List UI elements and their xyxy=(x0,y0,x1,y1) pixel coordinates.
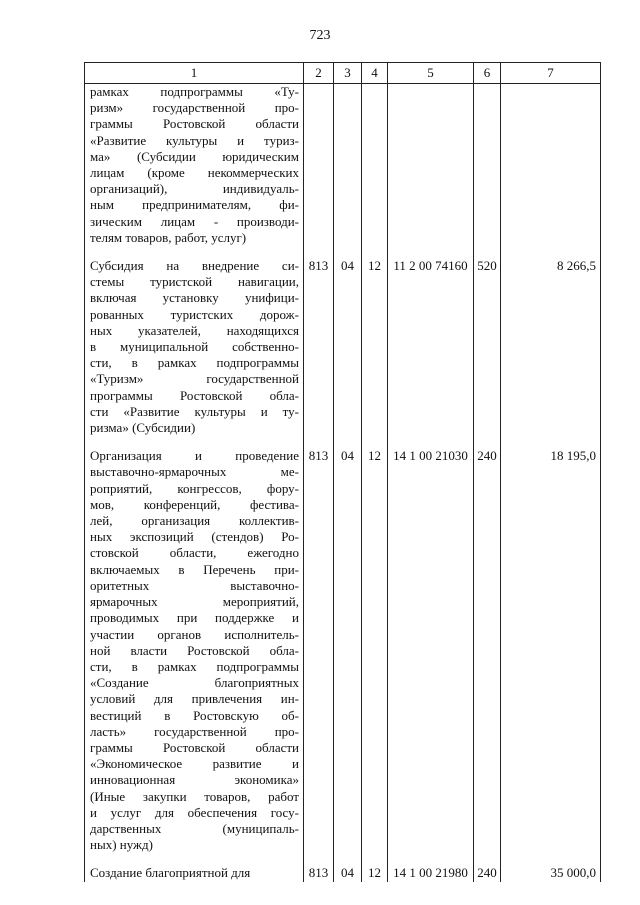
description-line: инновационная экономика» xyxy=(90,772,299,788)
amount: 35 000,0 xyxy=(501,865,601,881)
description-line: ярмарочных мероприятий, xyxy=(90,594,299,610)
description-line: и услуг для обеспечения госу- xyxy=(90,804,299,820)
spacer-cell xyxy=(501,246,601,258)
section-code: 04 xyxy=(334,865,362,881)
description-line: ма» (Субсидии юридическим xyxy=(90,148,299,164)
section-code: 04 xyxy=(334,448,362,853)
description-line: участии органов исполнитель- xyxy=(90,626,299,642)
target-article-code: 11 2 00 74160 xyxy=(388,258,474,436)
description-line: сти, в рамках подпрограммы xyxy=(90,658,299,674)
description-cell xyxy=(85,865,304,881)
description-line: сти, в рамках подпрограммы xyxy=(90,355,299,371)
description-line: мов, конференций, фестива- xyxy=(90,496,299,512)
description-cell xyxy=(85,448,304,853)
row-spacer xyxy=(85,246,601,258)
description-line: (Иные закупки товаров, работ xyxy=(90,788,299,804)
spacer-cell xyxy=(85,246,304,258)
ministry-code: 813 xyxy=(304,448,334,853)
description-line: программы Ростовской обла- xyxy=(90,387,299,403)
description-line: ласть» государственной про- xyxy=(90,723,299,739)
spacer-cell xyxy=(362,853,388,865)
ministry-code: 813 xyxy=(304,865,334,881)
budget-table xyxy=(84,62,601,882)
spacer-cell xyxy=(362,246,388,258)
target-article-code: 14 1 00 21980 xyxy=(388,865,474,881)
description-line: ризм» государственной про- xyxy=(90,100,299,116)
description-line: оритетных выставочно- xyxy=(90,577,299,593)
description-line: граммы Ростовской области xyxy=(90,116,299,132)
description-line: вестиций в Ростовскую об- xyxy=(90,707,299,723)
description-line: роприятий, конгрессов, фору- xyxy=(90,480,299,496)
column-header: 2 xyxy=(304,63,334,84)
spacer-cell xyxy=(304,853,334,865)
spacer-cell xyxy=(85,436,304,448)
description-line: дарственных (муниципаль- xyxy=(90,820,299,836)
description-line: в муниципальной собственно- xyxy=(90,339,299,355)
description-line: «Развитие культуры и туриз- xyxy=(90,132,299,148)
table-row xyxy=(85,448,601,853)
description-line: стовской области, ежегодно xyxy=(90,545,299,561)
spacer-cell xyxy=(85,853,304,865)
table-row xyxy=(85,84,601,247)
description-line: рованных туристских дорож- xyxy=(90,306,299,322)
column-header: 7 xyxy=(501,63,601,84)
header-row xyxy=(85,63,601,84)
column-header: 6 xyxy=(474,63,501,84)
expense-type-code: 240 xyxy=(474,865,501,881)
description-line: включаемых в Перечень при- xyxy=(90,561,299,577)
table-body xyxy=(85,84,601,882)
expense-type-code: 240 xyxy=(474,448,501,853)
row-spacer xyxy=(85,853,601,865)
description-line: ных указателей, находящихся xyxy=(90,322,299,338)
row-spacer xyxy=(85,436,601,448)
description-line: условий для привлечения ин- xyxy=(90,691,299,707)
spacer-cell xyxy=(501,436,601,448)
expense-type-code xyxy=(474,84,501,247)
section-code xyxy=(334,84,362,247)
description-line: Организация и проведение xyxy=(90,448,299,464)
subsection-code: 12 xyxy=(362,258,388,436)
description-line: рамках подпрограммы «Ту- xyxy=(90,84,299,99)
description-line: организаций), индивидуаль- xyxy=(90,181,299,197)
description-cell xyxy=(85,258,304,436)
description-line: лей, организация коллектив- xyxy=(90,513,299,529)
spacer-cell xyxy=(388,436,474,448)
spacer-cell xyxy=(362,436,388,448)
spacer-cell xyxy=(388,246,474,258)
spacer-cell xyxy=(474,853,501,865)
description-line: граммы Ростовской области xyxy=(90,739,299,755)
target-article-code xyxy=(388,84,474,247)
description-line: «Туризм» государственной xyxy=(90,371,299,387)
spacer-cell xyxy=(304,246,334,258)
subsection-code xyxy=(362,84,388,247)
spacer-cell xyxy=(388,853,474,865)
description-line: ным предпринимателям, фи- xyxy=(90,197,299,213)
amount: 8 266,5 xyxy=(501,258,601,436)
description-line: проводимых при поддержке и xyxy=(90,610,299,626)
subsection-code: 12 xyxy=(362,865,388,881)
table-row xyxy=(85,865,601,881)
description-line: «Создание благоприятных xyxy=(90,675,299,691)
spacer-cell xyxy=(334,853,362,865)
description-line: включая установку унифици- xyxy=(90,290,299,306)
expense-type-code: 520 xyxy=(474,258,501,436)
spacer-cell xyxy=(304,436,334,448)
description-line: Создание благоприятной для xyxy=(90,865,251,881)
amount: 18 195,0 xyxy=(501,448,601,853)
spacer-cell xyxy=(334,436,362,448)
description-cell xyxy=(85,84,304,247)
description-line: зическим лицам - производи- xyxy=(90,213,299,229)
spacer-cell xyxy=(334,246,362,258)
description-line: ных экспозиций (стендов) Ро- xyxy=(90,529,299,545)
spacer-cell xyxy=(501,853,601,865)
target-article-code: 14 1 00 21030 xyxy=(388,448,474,853)
description-line: сти «Развитие культуры и ту- xyxy=(90,403,299,419)
description-line: стемы туристской навигации, xyxy=(90,274,299,290)
description-line: ных) нужд) xyxy=(90,837,153,853)
description-line: лицам (кроме некоммерческих xyxy=(90,165,299,181)
spacer-cell xyxy=(474,436,501,448)
subsection-code: 12 xyxy=(362,448,388,853)
ministry-code xyxy=(304,84,334,247)
description-line: «Экономическое развитие и xyxy=(90,756,299,772)
amount xyxy=(501,84,601,247)
table-row xyxy=(85,258,601,436)
description-line: телям товаров, работ, услуг) xyxy=(90,229,247,245)
page-number: 723 xyxy=(309,28,331,43)
column-header: 1 xyxy=(85,63,304,84)
column-header: 4 xyxy=(362,63,388,84)
column-header: 3 xyxy=(334,63,362,84)
description-line: выставочно-ярмарочных ме- xyxy=(90,464,299,480)
spacer-cell xyxy=(474,246,501,258)
description-line: ризма» (Субсидии) xyxy=(90,420,196,436)
section-code: 04 xyxy=(334,258,362,436)
ministry-code: 813 xyxy=(304,258,334,436)
description-line: ной власти Ростовской обла- xyxy=(90,642,299,658)
column-header: 5 xyxy=(388,63,474,84)
description-line: Субсидия на внедрение си- xyxy=(90,258,299,274)
